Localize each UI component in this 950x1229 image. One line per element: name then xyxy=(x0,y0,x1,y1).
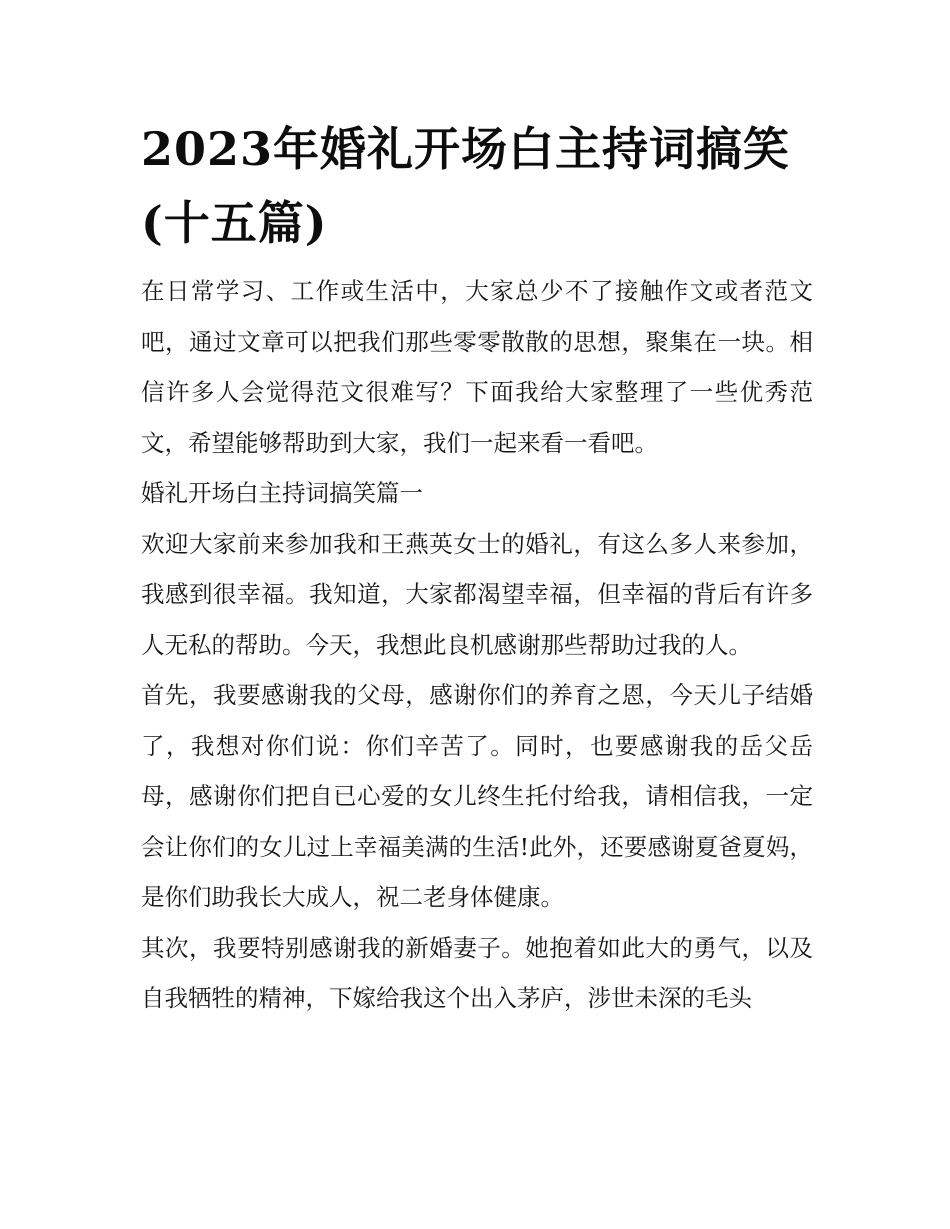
document-title: 2023年婚礼开场白主持词搞笑(十五篇) xyxy=(141,122,791,250)
document-body xyxy=(141,112,813,1024)
body-paragraph: 欢迎大家前来参加我和王燕英女士的婚礼，有这么多人来参加，我感到很幸福。我知道，大家都渴望幸福，但幸福的背后有许多人无私的帮助。今天，我想此良机感谢那些帮助过我的人。 xyxy=(141,529,813,659)
section-heading: 婚礼开场白主持词搞笑篇一 xyxy=(141,479,423,507)
intro-paragraph: 在日常学习、工作或生活中，大家总少不了接触作文或者范文吧，通过文章可以把我们那些零零散散的思想，聚集在一块。相信许多人会觉得范文很难写？下面我给大家整理了一些优秀范文，希望能够帮助到大家，我们一起来看一看吧。 xyxy=(141,277,813,457)
body-paragraph: 其次，我要特别感谢我的新婚妻子。她抱着如此大的勇气，以及自我牺牲的精神，下嫁给我这个出入茅庐，涉世未深的毛头 xyxy=(141,933,813,1012)
body-paragraph: 首先，我要感谢我的父母，感谢你们的养育之恩，今天儿子结婚了，我想对你们说：你们辛苦了。同时，也要感谢我的岳父岳母，感谢你们把自已心爱的女儿终生托付给我，请相信我，一定会让你们的女儿过上幸福美满的生活!此外，还要感谢夏爸夏妈，是你们助我长大成人，祝二老身体健康。 xyxy=(141,681,813,911)
